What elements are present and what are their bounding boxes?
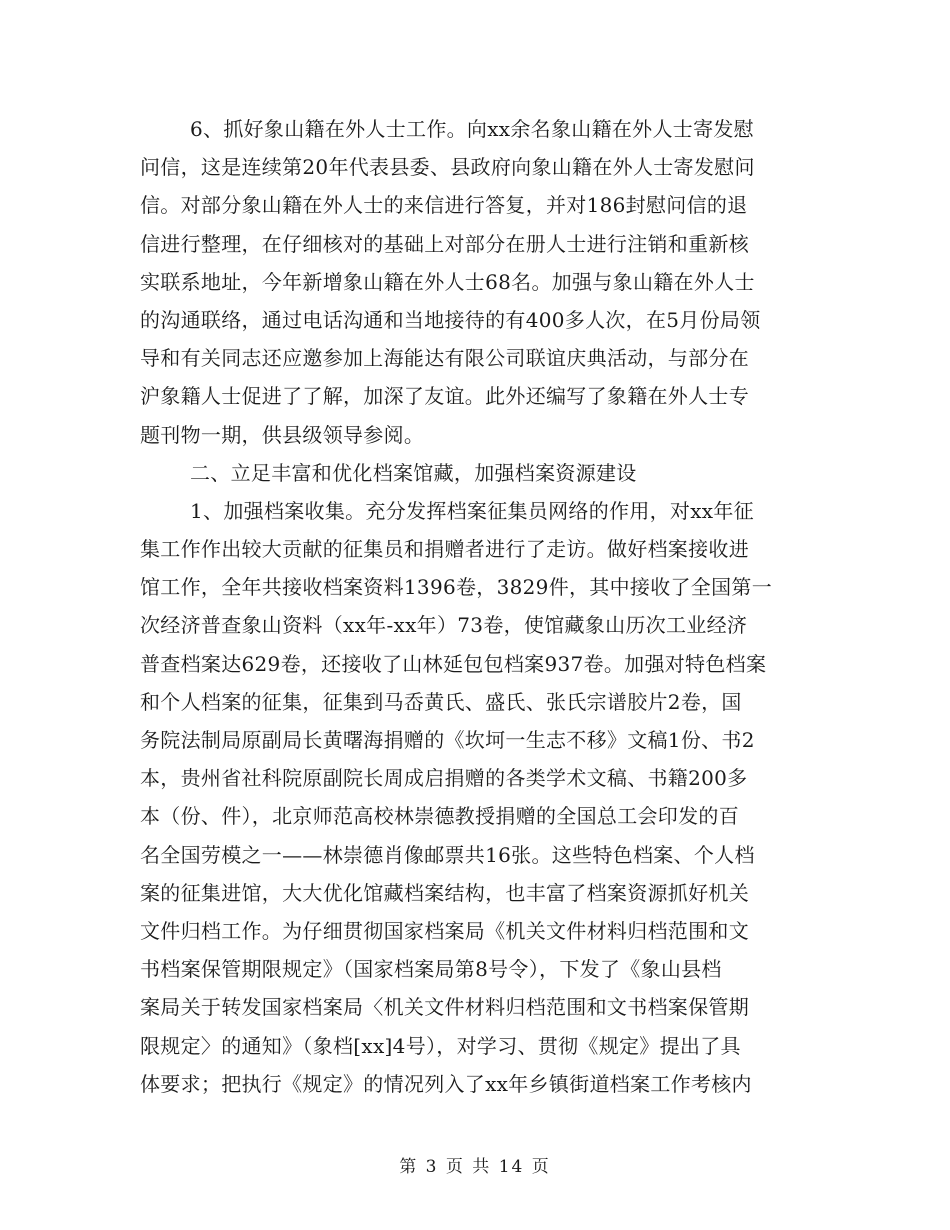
paragraph-line: 和个人档案的征集，征集到马岙黄氏、盛氏、张氏宗谱胶片2卷，国 [140, 689, 742, 714]
paragraph-line: 普查档案达629卷，还接收了山林延包包档案937卷。加强对特色档案 [140, 651, 767, 676]
paragraph-line: 案局关于转发国家档案局〈机关文件材料归档范围和文书档案保管期 [140, 995, 749, 1020]
paragraph-line: 信。对部分象山籍在外人士的来信进行答复，并对186封慰问信的退 [140, 193, 748, 218]
paragraph-line: 题刊物一期，供县级领导参阅。 [140, 422, 425, 447]
paragraph-line: 6、抓好象山籍在外人士工作。向xx余名象山籍在外人士寄发慰 [190, 117, 754, 141]
paragraph-line: 本，贵州省社科院原副院长周成启捐赠的各类学术文稿、书籍200多 [140, 766, 748, 791]
paragraph-line: 的沟通联络，通过电话沟通和当地接待的有400多人次，在5月份局领 [140, 307, 761, 332]
paragraph-line: 集工作作出较大贡献的征集员和捐赠者进行了走访。做好档案接收进 [140, 537, 749, 562]
paragraph-line: 限规定〉的通知》（象档[xx]4号），对学习、贯彻《规定》提出了具 [140, 1033, 741, 1058]
document-body [140, 110, 810, 1103]
paragraph-line: 问信，这是连续第20年代表县委、县政府向象山籍在外人士寄发慰问 [140, 155, 755, 180]
page-number-footer: 第 3 页 共 14 页 [399, 1157, 551, 1177]
paragraph-line: 名全国劳模之一——林崇德肖像邮票共16张。这些特色档案、个人档 [140, 842, 755, 867]
paragraph-line: 沪象籍人士促进了了解，加深了友谊。此外还编写了象籍在外人士专 [140, 384, 749, 409]
paragraph-line: 本（份、件），北京师范高校林崇德教授捐赠的全国总工会印发的百 [140, 804, 739, 829]
paragraph-line: 次经济普查象山资料（xx年-xx年）73卷，使馆藏象山历次工业经济 [140, 613, 748, 638]
paragraph-line: 信进行整理，在仔细核对的基础上对部分在册人士进行注销和重新核 [140, 231, 749, 256]
paragraph-line: 案的征集进馆，大大优化馆藏档案结构，也丰富了档案资源抓好机关 [140, 880, 749, 905]
paragraph-line: 1、加强档案收集。充分发挥档案征集员网络的作用，对xx年征 [190, 498, 754, 523]
paragraph-line: 文件归档工作。为仔细贯彻国家档案局《机关文件材料归档范围和文 [140, 918, 749, 943]
paragraph-line: 务院法制局原副局长黄曙海捐赠的《坎坷一生志不移》文稿1份、书2 [140, 728, 755, 752]
paragraph-line: 馆工作，全年共接收档案资料1396卷，3829件，其中接收了全国第一 [140, 575, 772, 600]
paragraph-line: 体要求；把执行《规定》的情况列入了xx年乡镇街道档案工作考核内 [140, 1071, 752, 1096]
paragraph-line: 书档案保管期限规定》（国家档案局第8号令），下发了《象山县档 [140, 957, 722, 982]
paragraph-line: 实联系地址，今年新增象山籍在外人士68名。加强与象山籍在外人士 [140, 269, 755, 294]
paragraph-line: 导和有关同志还应邀参加上海能达有限公司联谊庆典活动，与部分在 [140, 346, 749, 371]
section-heading: 二、立足丰富和优化档案馆藏，加强档案资源建设 [190, 460, 637, 485]
